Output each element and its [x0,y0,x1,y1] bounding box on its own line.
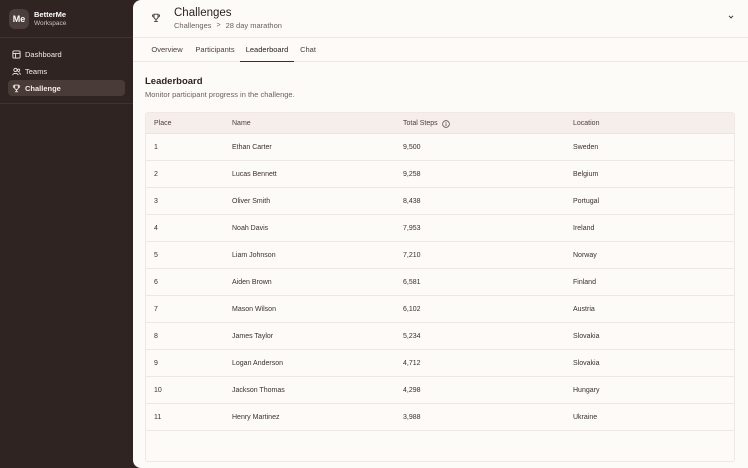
table-row[interactable] [146,134,735,161]
cell-place: 6 [154,279,158,286]
table-row[interactable] [146,296,735,323]
tab-chat[interactable]: Chat [300,45,316,54]
table-row[interactable] [146,350,735,377]
trophy-icon [151,13,161,23]
cell-place: 7 [154,306,158,313]
sidebar-item-dashboard[interactable] [8,46,125,62]
sidebar-item-label: Teams [25,66,48,76]
column-header-name[interactable]: Name [232,120,251,127]
breadcrumb [174,21,282,30]
cell-name: James Taylor [232,333,274,340]
chevron-right-icon: > [216,22,221,29]
cell-steps: 6,581 [403,279,421,286]
sidebar [0,0,134,468]
table-row[interactable] [146,242,735,269]
cell-place: 10 [154,387,162,394]
tab-participants[interactable]: Participants [195,45,235,54]
cell-steps: 7,953 [403,225,421,232]
cell-place: 11 [154,414,162,421]
cell-steps: 4,712 [403,360,421,367]
cell-location: Slovakia [573,360,600,367]
sidebar-item-label: Dashboard [25,49,62,59]
cell-name: Ethan Carter [232,144,272,151]
cell-steps: 7,210 [403,252,421,259]
cell-location: Finland [573,279,596,286]
column-header-total-steps[interactable] [403,113,450,134]
cell-place: 3 [154,198,158,205]
leaderboard-table [145,112,735,462]
sidebar-divider [0,103,134,104]
cell-name: Noah Davis [232,225,269,232]
cell-name: Oliver Smith [232,198,271,205]
cell-location: Austria [573,306,595,313]
cell-name: Jackson Thomas [232,387,285,394]
table-row[interactable] [146,323,735,350]
sidebar-item-teams[interactable] [8,63,125,79]
page-title: Challenges [174,7,232,19]
cell-place: 1 [154,144,158,151]
cell-steps: 9,258 [403,171,421,178]
users-icon [12,67,21,76]
tab-overview[interactable]: Overview [151,45,183,54]
table-row[interactable] [146,188,735,215]
section-title: Leaderboard [145,76,203,87]
cell-location: Norway [573,252,597,259]
tab-leaderboard[interactable]: Leaderboard [240,38,294,62]
info-icon[interactable] [442,120,450,128]
cell-name: Mason Wilson [232,306,276,313]
cell-location: Sweden [573,144,599,151]
sidebar-divider [0,37,134,38]
table-row[interactable] [146,215,735,242]
cell-steps: 9,500 [403,144,421,151]
column-header-label: Total Steps [403,120,438,127]
cell-location: Slovakia [573,333,600,340]
cell-place: 2 [154,171,158,178]
workspace-name: BetterMe [34,10,67,19]
table-row[interactable] [146,161,735,188]
cell-name: Aiden Brown [232,279,272,286]
cell-location: Belgium [573,171,599,178]
cell-name: Liam Johnson [232,252,276,259]
table-row[interactable] [146,377,735,404]
page-header [133,0,748,38]
cell-steps: 5,234 [403,333,421,340]
cell-steps: 8,438 [403,198,421,205]
sidebar-nav [8,46,125,97]
breadcrumb-current: 28 day marathon [225,21,282,30]
column-header-location[interactable]: Location [573,120,600,127]
table-row[interactable] [146,404,735,431]
sidebar-item-challenge[interactable] [8,80,125,96]
cell-place: 8 [154,333,158,340]
cell-place: 9 [154,360,158,367]
cell-location: Ukraine [573,414,598,421]
section-subtitle: Monitor participant progress in the challenge. [145,90,295,99]
breadcrumb-link-challenges[interactable]: Challenges [174,21,212,30]
main-panel [133,0,748,468]
sidebar-item-label: Challenge [25,83,61,93]
table-header [146,113,735,134]
workspace-logo: Me [9,9,29,29]
workspace-switcher[interactable] [9,9,66,29]
trophy-icon [12,84,21,93]
cell-location: Portugal [573,198,600,205]
cell-name: Logan Anderson [232,360,283,367]
cell-location: Ireland [573,225,595,232]
cell-name: Lucas Bennett [232,171,277,178]
chevron-down-icon[interactable] [727,13,735,21]
table-row[interactable] [146,269,735,296]
cell-steps: 3,988 [403,414,421,421]
cell-steps: 4,298 [403,387,421,394]
cell-place: 5 [154,252,158,259]
column-header-place[interactable]: Place [154,120,172,127]
cell-location: Hungary [573,387,600,394]
dashboard-icon [12,50,21,59]
tab-bar [133,38,748,62]
workspace-subtitle: Workspace [34,20,67,27]
cell-place: 4 [154,225,158,232]
workspace-label [34,10,66,28]
cell-name: Henry Martinez [232,414,280,421]
cell-steps: 6,102 [403,306,421,313]
